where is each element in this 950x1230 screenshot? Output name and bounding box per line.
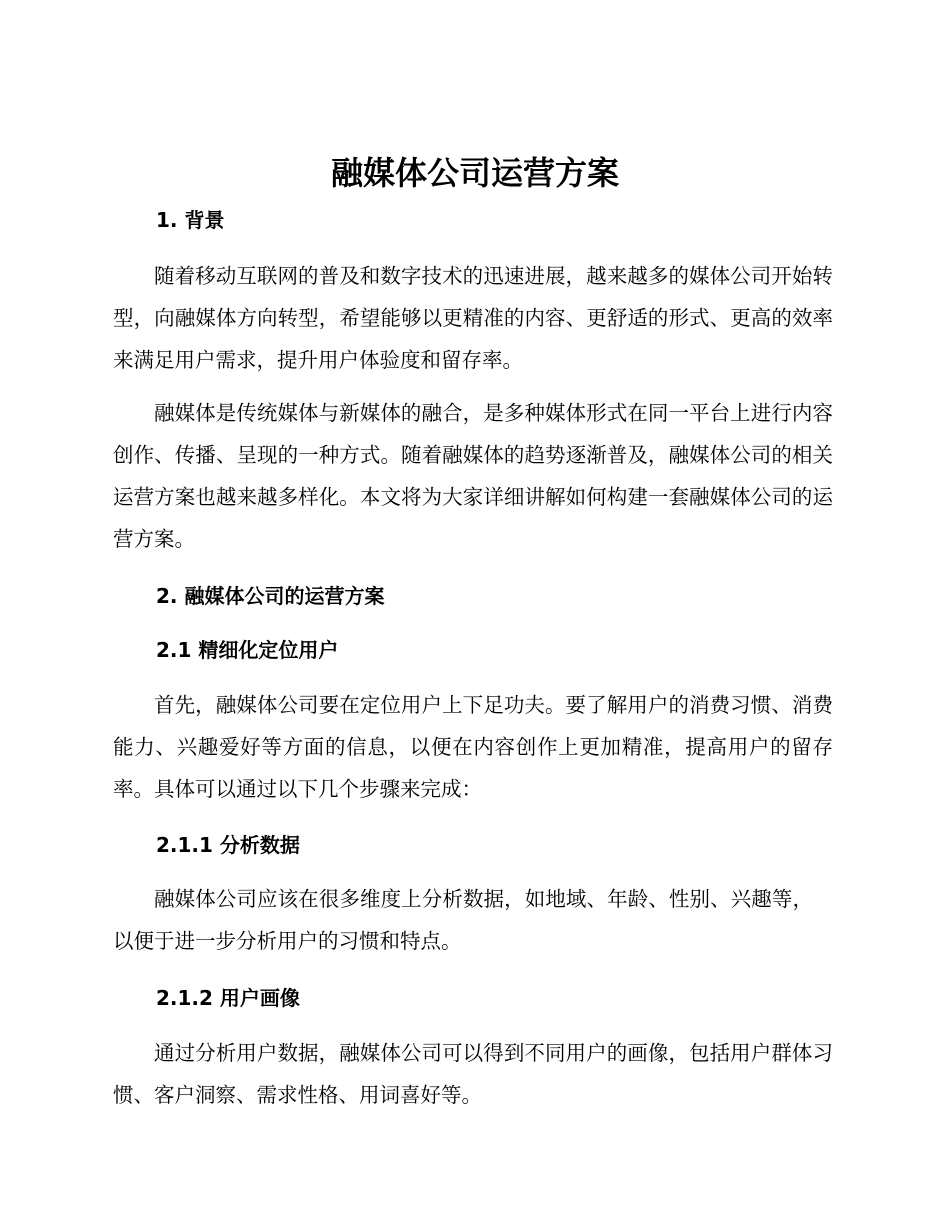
document-title: 融媒体公司运营方案 bbox=[330, 154, 619, 192]
positioning-paragraph: 首先，融媒体公司要在定位用户上下足功夫。要了解用户的消费习惯、消费能力、兴趣爱好等方面的信息，以便在内容创作上更加精准，提高用户的留存率。具体可以通过以下几个步骤来完成： bbox=[113, 693, 833, 801]
user-portrait-paragraph: 通过分析用户数据，融媒体公司可以得到不同用户的画像，包括用户群体习惯、客户洞察、需求性格、用词喜好等。 bbox=[113, 1041, 833, 1107]
subsection-heading-positioning: 2.1 精细化定位用户 bbox=[156, 638, 339, 662]
background-paragraph-1: 随着移动互联网的普及和数字技术的迅速进展，越来越多的媒体公司开始转型，向融媒体方向转型，希望能够以更精准的内容、更舒适的形式、更高的效率来满足用户需求，提升用户体验度和留存率。 bbox=[113, 264, 833, 372]
data-analysis-paragraph: 融媒体公司应该在很多维度上分析数据，如地域、年龄、性别、兴趣等，以便于进一步分析用户的习惯和特点。 bbox=[113, 887, 813, 953]
subsection-heading-user-portrait: 2.1.2 用户画像 bbox=[156, 986, 300, 1010]
section-heading-operations: 2. 融媒体公司的运营方案 bbox=[156, 584, 385, 608]
subsection-heading-data-analysis: 2.1.1 分析数据 bbox=[156, 833, 300, 857]
background-paragraph-2: 融媒体是传统媒体与新媒体的融合，是多种媒体形式在同一平台上进行内容创作、传播、呈现的一种方式。随着融媒体的趋势逐渐普及，融媒体公司的相关运营方案也越来越多样化。本文将为大家详细讲解如何构建一套融媒体公司的运营方案。 bbox=[113, 401, 833, 551]
section-heading-background: 1. 背景 bbox=[156, 208, 225, 232]
